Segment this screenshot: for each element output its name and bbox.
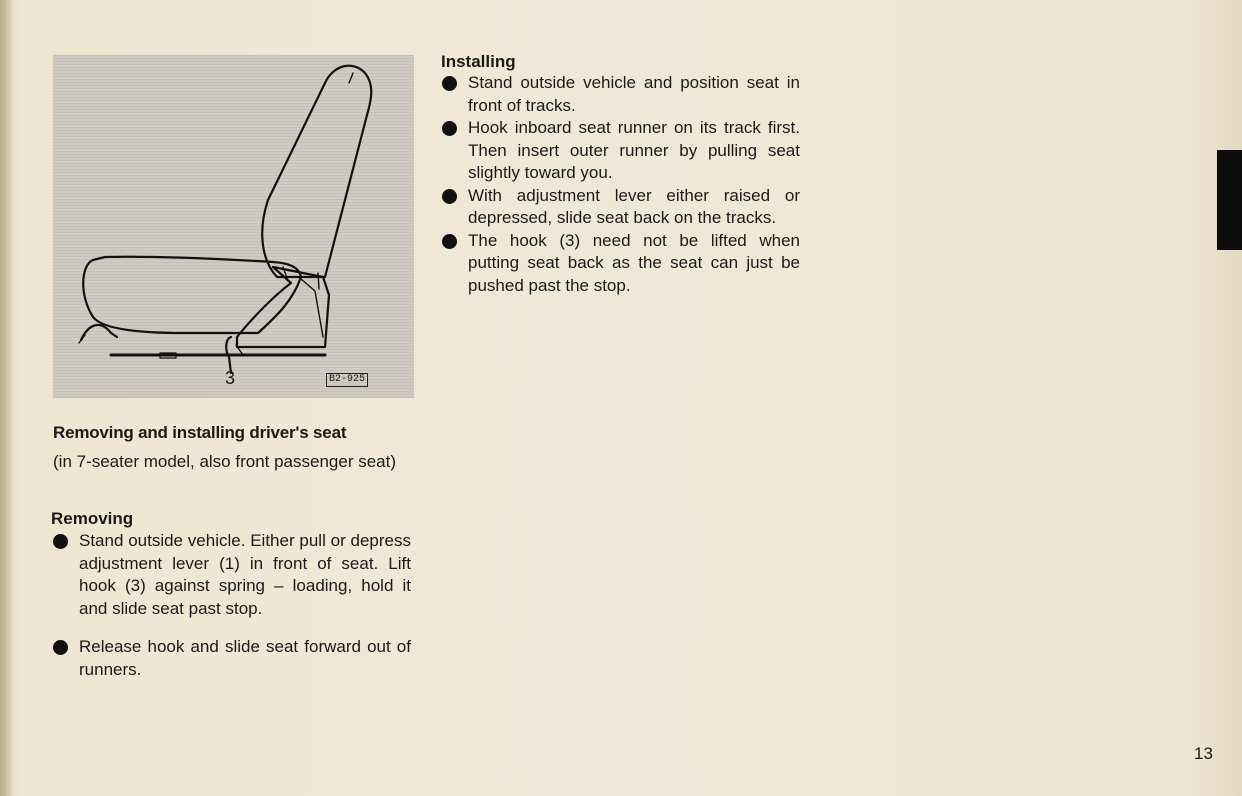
removing-heading: Removing <box>51 509 134 528</box>
bullet-icon <box>442 121 457 136</box>
step-text: Stand outside vehicle. Either pull or depress adjustment lever (1) in front of seat. Lift hook (3) against spring – loading, hold it and slide seat past stop. <box>79 531 411 618</box>
seat-backrest <box>262 66 371 277</box>
removing-steps <box>79 530 411 681</box>
step-text: Release hook and slide seat forward out of runners. <box>79 637 411 679</box>
list-item <box>79 636 411 681</box>
seat-illustration <box>53 55 414 398</box>
section-subtitle: (in 7-seater model, also front passenger seat) <box>53 452 397 471</box>
thumb-index-tab <box>1217 150 1242 250</box>
bullet-icon <box>53 534 68 549</box>
bullet-icon <box>442 76 457 91</box>
list-item <box>468 72 800 117</box>
list-item <box>468 230 800 298</box>
bullet-icon <box>53 640 68 655</box>
hook-callout: 3 <box>225 368 236 388</box>
seat-drawing <box>53 55 414 398</box>
step-text: The hook (3) need not be lifted when putting seat back as the seat can just be pushed past the stop. <box>468 230 800 295</box>
bullet-icon <box>442 234 457 249</box>
bullet-icon <box>442 189 457 204</box>
figure-reference: B2-925 <box>326 373 368 387</box>
page-number: 13 <box>1194 744 1213 763</box>
section-title: Removing and installing driver's seat <box>53 423 347 442</box>
step-text: With adjustment lever either raised or depressed, slide seat back on the tracks. <box>468 185 800 227</box>
installing-steps <box>468 72 800 297</box>
step-text: Hook inboard seat runner on its track first. Then insert outer runner by pulling seat slightly toward you. <box>468 118 800 182</box>
list-item <box>468 185 800 230</box>
list-item <box>79 530 411 620</box>
step-text: Stand outside vehicle and position seat in front of tracks. <box>468 73 800 115</box>
list-item <box>468 117 800 185</box>
binding-shadow <box>0 0 14 796</box>
installing-heading: Installing <box>441 52 516 71</box>
seat-cushion <box>83 257 301 333</box>
